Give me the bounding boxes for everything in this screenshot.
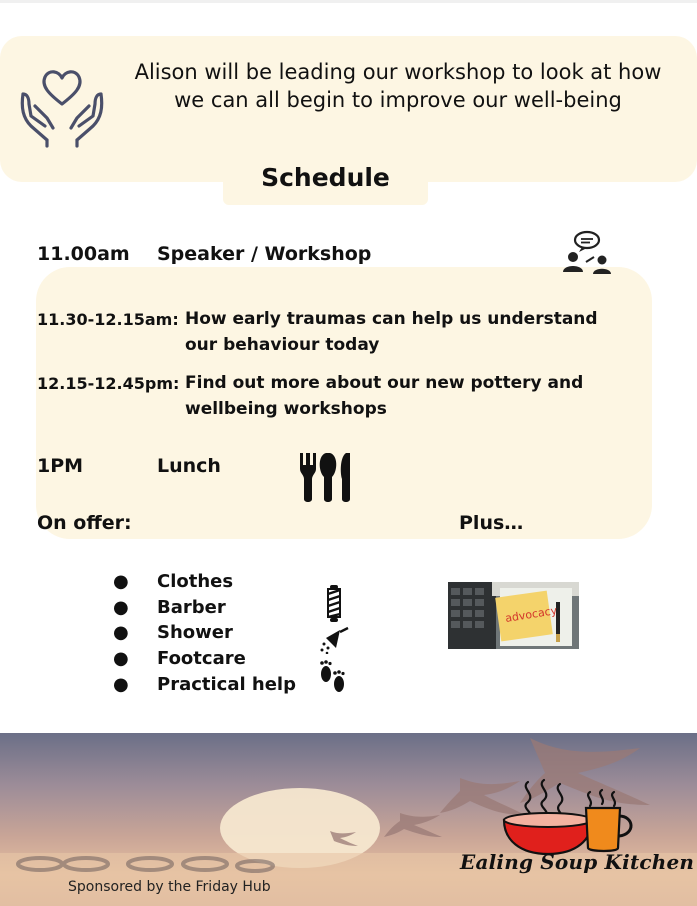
intro-text: Alison will be leading our workshop to look at how we can all begin to improve our well-being xyxy=(134,60,662,112)
schedule-desc-2: How early traumas can help us understand our behaviour today xyxy=(185,309,598,355)
plus-label: Plus… xyxy=(459,512,524,534)
bullet: ● xyxy=(113,571,129,593)
on-offer-label: On offer: xyxy=(37,512,132,534)
sponsor-text: Sponsored by the Friday Hub xyxy=(68,879,271,895)
list-item xyxy=(113,671,296,697)
barber-pole-icon xyxy=(324,585,344,623)
footprints-icon xyxy=(318,660,348,696)
schedule-title: Schedule xyxy=(261,163,390,192)
speaker-discussion-icon xyxy=(560,230,616,276)
schedule-desc-1: Speaker / Workshop xyxy=(157,243,372,265)
shower-icon xyxy=(318,626,350,654)
bullet: ● xyxy=(113,648,129,670)
list-item xyxy=(113,620,296,646)
offer-item-clothes: Clothes xyxy=(157,571,234,593)
offer-item-practical-help: Practical help xyxy=(157,673,296,695)
offer-item-barber: Barber xyxy=(157,596,226,618)
logo-text: Ealing Soup Kitchen xyxy=(460,850,695,874)
top-border xyxy=(0,0,697,3)
schedule-desc-4: Lunch xyxy=(157,455,221,477)
schedule-time-1: 11.00am xyxy=(37,243,130,265)
offer-item-footcare: Footcare xyxy=(157,648,246,670)
schedule-time-4: 1PM xyxy=(37,455,84,477)
offer-item-shower: Shower xyxy=(157,622,233,644)
cutlery-icon xyxy=(296,451,356,505)
list-item xyxy=(113,595,296,621)
heart-hands-icon xyxy=(17,64,107,148)
bullet: ● xyxy=(113,596,129,618)
schedule-time-2: 11.30-12.15am: xyxy=(37,310,179,329)
list-item xyxy=(113,646,296,672)
offer-list xyxy=(113,569,296,697)
schedule-time-3: 12.15-12.45pm: xyxy=(37,374,180,393)
soup-kitchen-logo-icon xyxy=(500,778,650,860)
list-item xyxy=(113,569,296,595)
schedule-desc-3: Find out more about our new pottery and wellbeing workshops xyxy=(185,373,584,419)
bullet: ● xyxy=(113,673,129,695)
advocacy-photo xyxy=(448,582,579,649)
advocacy-note-text: advocacy xyxy=(504,603,559,626)
bullet: ● xyxy=(113,622,129,644)
